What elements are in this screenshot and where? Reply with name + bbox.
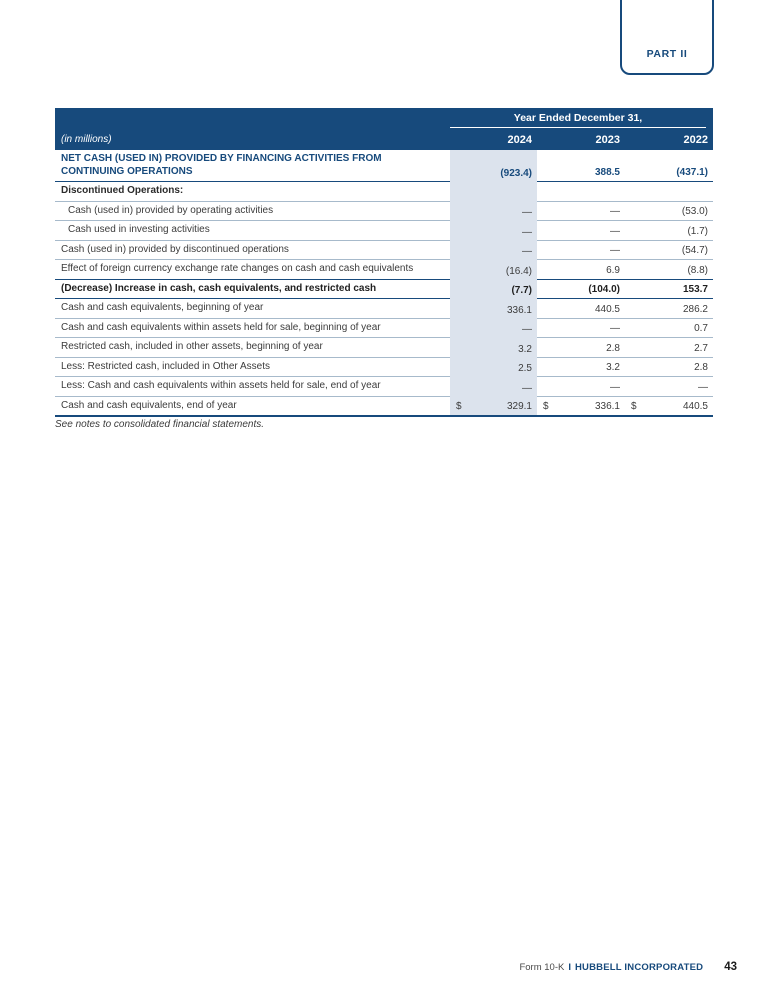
value-2022: (53.0) [681,206,708,217]
value-cell-2024 [450,260,537,280]
value-cell-2022 [625,182,713,202]
value-cell-2024 [450,280,537,300]
row-label: Restricted cash, included in other assets, beginning of year [61,341,323,352]
value-cell-2024 [450,182,537,202]
value-cell-2022 [625,260,713,280]
row-label-cell [55,397,450,418]
value-cell-2022 [625,241,713,261]
value-2023: — [610,225,620,237]
value-cell-2023 [537,319,625,339]
value-cell-2024 [450,299,537,319]
column-header-2023: 2023 [595,133,620,146]
value-cell-2022 [625,377,713,397]
value-2023: — [610,381,620,393]
table-row [55,280,713,300]
value-cell-2022 [625,221,713,241]
value-2024: — [522,226,532,238]
value-cell-2023 [537,358,625,378]
table-row [55,319,713,339]
value-2024: — [522,382,532,394]
row-label: Cash used in investing activities [68,224,210,235]
row-label-cell [55,182,450,202]
value-2024: — [522,246,532,257]
value-2023: — [610,206,620,217]
value-cell-2023 [537,260,625,280]
value-2024: (7.7) [511,285,532,296]
value-2024: 329.1 [506,401,532,412]
table-row [55,377,713,397]
value-2022: — [698,381,708,393]
page-number: 43 [724,961,737,973]
value-cell-2022 [625,280,713,300]
value-2023: 388.5 [594,167,620,178]
table-header [55,108,713,150]
value-cell-2023 [537,221,625,241]
row-label-cell [55,338,450,358]
value-2024: 3.2 [518,343,532,355]
value-2024: 2.5 [518,363,532,374]
table-row [55,202,713,222]
row-label: (Decrease) Increase in cash, cash equivalents, and restricted cash [61,282,377,294]
dollar-sign: $ [543,401,549,412]
row-label-cell [55,150,450,182]
value-cell-2023 [537,241,625,261]
year-ended-header: Year Ended December 31, [450,111,706,128]
table-row [55,397,713,418]
value-cell-2024 [450,319,537,339]
value-cell-2023 [537,202,625,222]
table-row [55,338,713,358]
value-2022: (437.1) [676,167,708,178]
value-cell-2023 [537,397,625,418]
row-label: Less: Restricted cash, included in Other Assets [61,360,270,372]
dollar-sign: $ [631,401,637,412]
value-cell-2023 [537,150,625,182]
value-cell-2024 [450,150,537,182]
value-cell-2022 [625,299,713,319]
value-2023: 6.9 [606,264,620,276]
row-label-cell [55,202,450,222]
row-label-cell [55,377,450,397]
value-2023: — [610,245,620,256]
footnote: See notes to consolidated financial statements. [55,419,265,430]
value-cell-2023 [537,377,625,397]
table-row [55,241,713,261]
table-row [55,299,713,319]
value-2023: 2.8 [606,342,620,354]
value-cell-2022 [625,338,713,358]
footer-separator: I [568,962,571,973]
part-ii-label: PART II [646,48,688,60]
value-cell-2024 [450,358,537,378]
value-2022: (8.8) [687,264,708,276]
in-millions-label: (in millions) [61,134,112,145]
column-header-2024: 2024 [507,133,532,146]
value-2022: 2.7 [694,342,708,354]
row-label: Effect of foreign currency exchange rate changes on cash and cash equivalents [61,263,414,274]
value-cell-2022 [625,150,713,182]
row-label: Cash and cash equivalents within assets held for sale, beginning of year [61,321,381,333]
value-cell-2024 [450,338,537,358]
row-label-cell [55,280,450,300]
table-header-bottom-row [55,129,713,150]
value-2022: 286.2 [682,303,708,315]
value-2024: — [522,207,532,218]
value-cell-2022 [625,358,713,378]
row-label: Cash (used in) provided by operating activities [68,204,274,216]
form-label: Form 10-K [519,962,565,973]
value-2022: 440.5 [682,401,708,412]
table-header-top-row [55,108,713,129]
value-2023: 440.5 [594,303,620,315]
value-2022: (1.7) [687,225,708,237]
value-cell-2023 [537,182,625,202]
row-label-cell [55,241,450,261]
value-cell-2023 [537,299,625,319]
table-body [55,150,713,417]
row-label: Cash and cash equivalents, end of year [61,399,237,411]
value-2024: (923.4) [500,168,532,179]
table-row [55,260,713,280]
value-2023: (104.0) [588,284,620,295]
part-ii-tab [620,0,714,75]
row-label-cell [55,358,450,378]
value-2022: 2.8 [694,362,708,373]
value-2024: — [522,324,532,335]
row-label: NET CASH (USED IN) PROVIDED BY FINANCING ACTIVITIES FROM CONTINUING OPERATIONS [61,153,382,177]
row-label-cell [55,299,450,319]
row-label: Less: Cash and cash equivalents within assets held for sale, end of year [61,380,381,391]
row-label-cell [55,319,450,339]
financing-activities-table [55,108,713,417]
row-label-cell [55,221,450,241]
value-2023: — [610,323,620,334]
value-cell-2024 [450,202,537,222]
value-cell-2023 [537,280,625,300]
page-footer [519,961,737,973]
value-2023: 3.2 [606,362,620,373]
table-row [55,358,713,378]
value-cell-2023 [537,338,625,358]
column-header-2022: 2022 [683,133,708,146]
dollar-sign: $ [456,401,462,412]
value-cell-2022 [625,202,713,222]
value-2022: 0.7 [694,323,708,334]
table-row [55,182,713,202]
value-cell-2022 [625,397,713,418]
row-label: Cash and cash equivalents, beginning of year [61,302,264,313]
value-2024: 336.1 [506,304,532,316]
value-2023: 336.1 [594,401,620,412]
row-label-cell [55,260,450,280]
value-2022: (54.7) [681,245,708,256]
row-label: Discontinued Operations: [61,185,184,196]
value-cell-2024 [450,241,537,261]
value-cell-2022 [625,319,713,339]
table-row [55,150,713,182]
value-cell-2024 [450,221,537,241]
value-2022: 153.7 [682,284,708,295]
row-label: Cash (used in) provided by discontinued operations [61,243,289,255]
value-cell-2024 [450,377,537,397]
value-cell-2024 [450,397,537,418]
table-row [55,221,713,241]
company-name: HUBBELL INCORPORATED [574,962,704,973]
value-2024: (16.4) [505,265,532,277]
